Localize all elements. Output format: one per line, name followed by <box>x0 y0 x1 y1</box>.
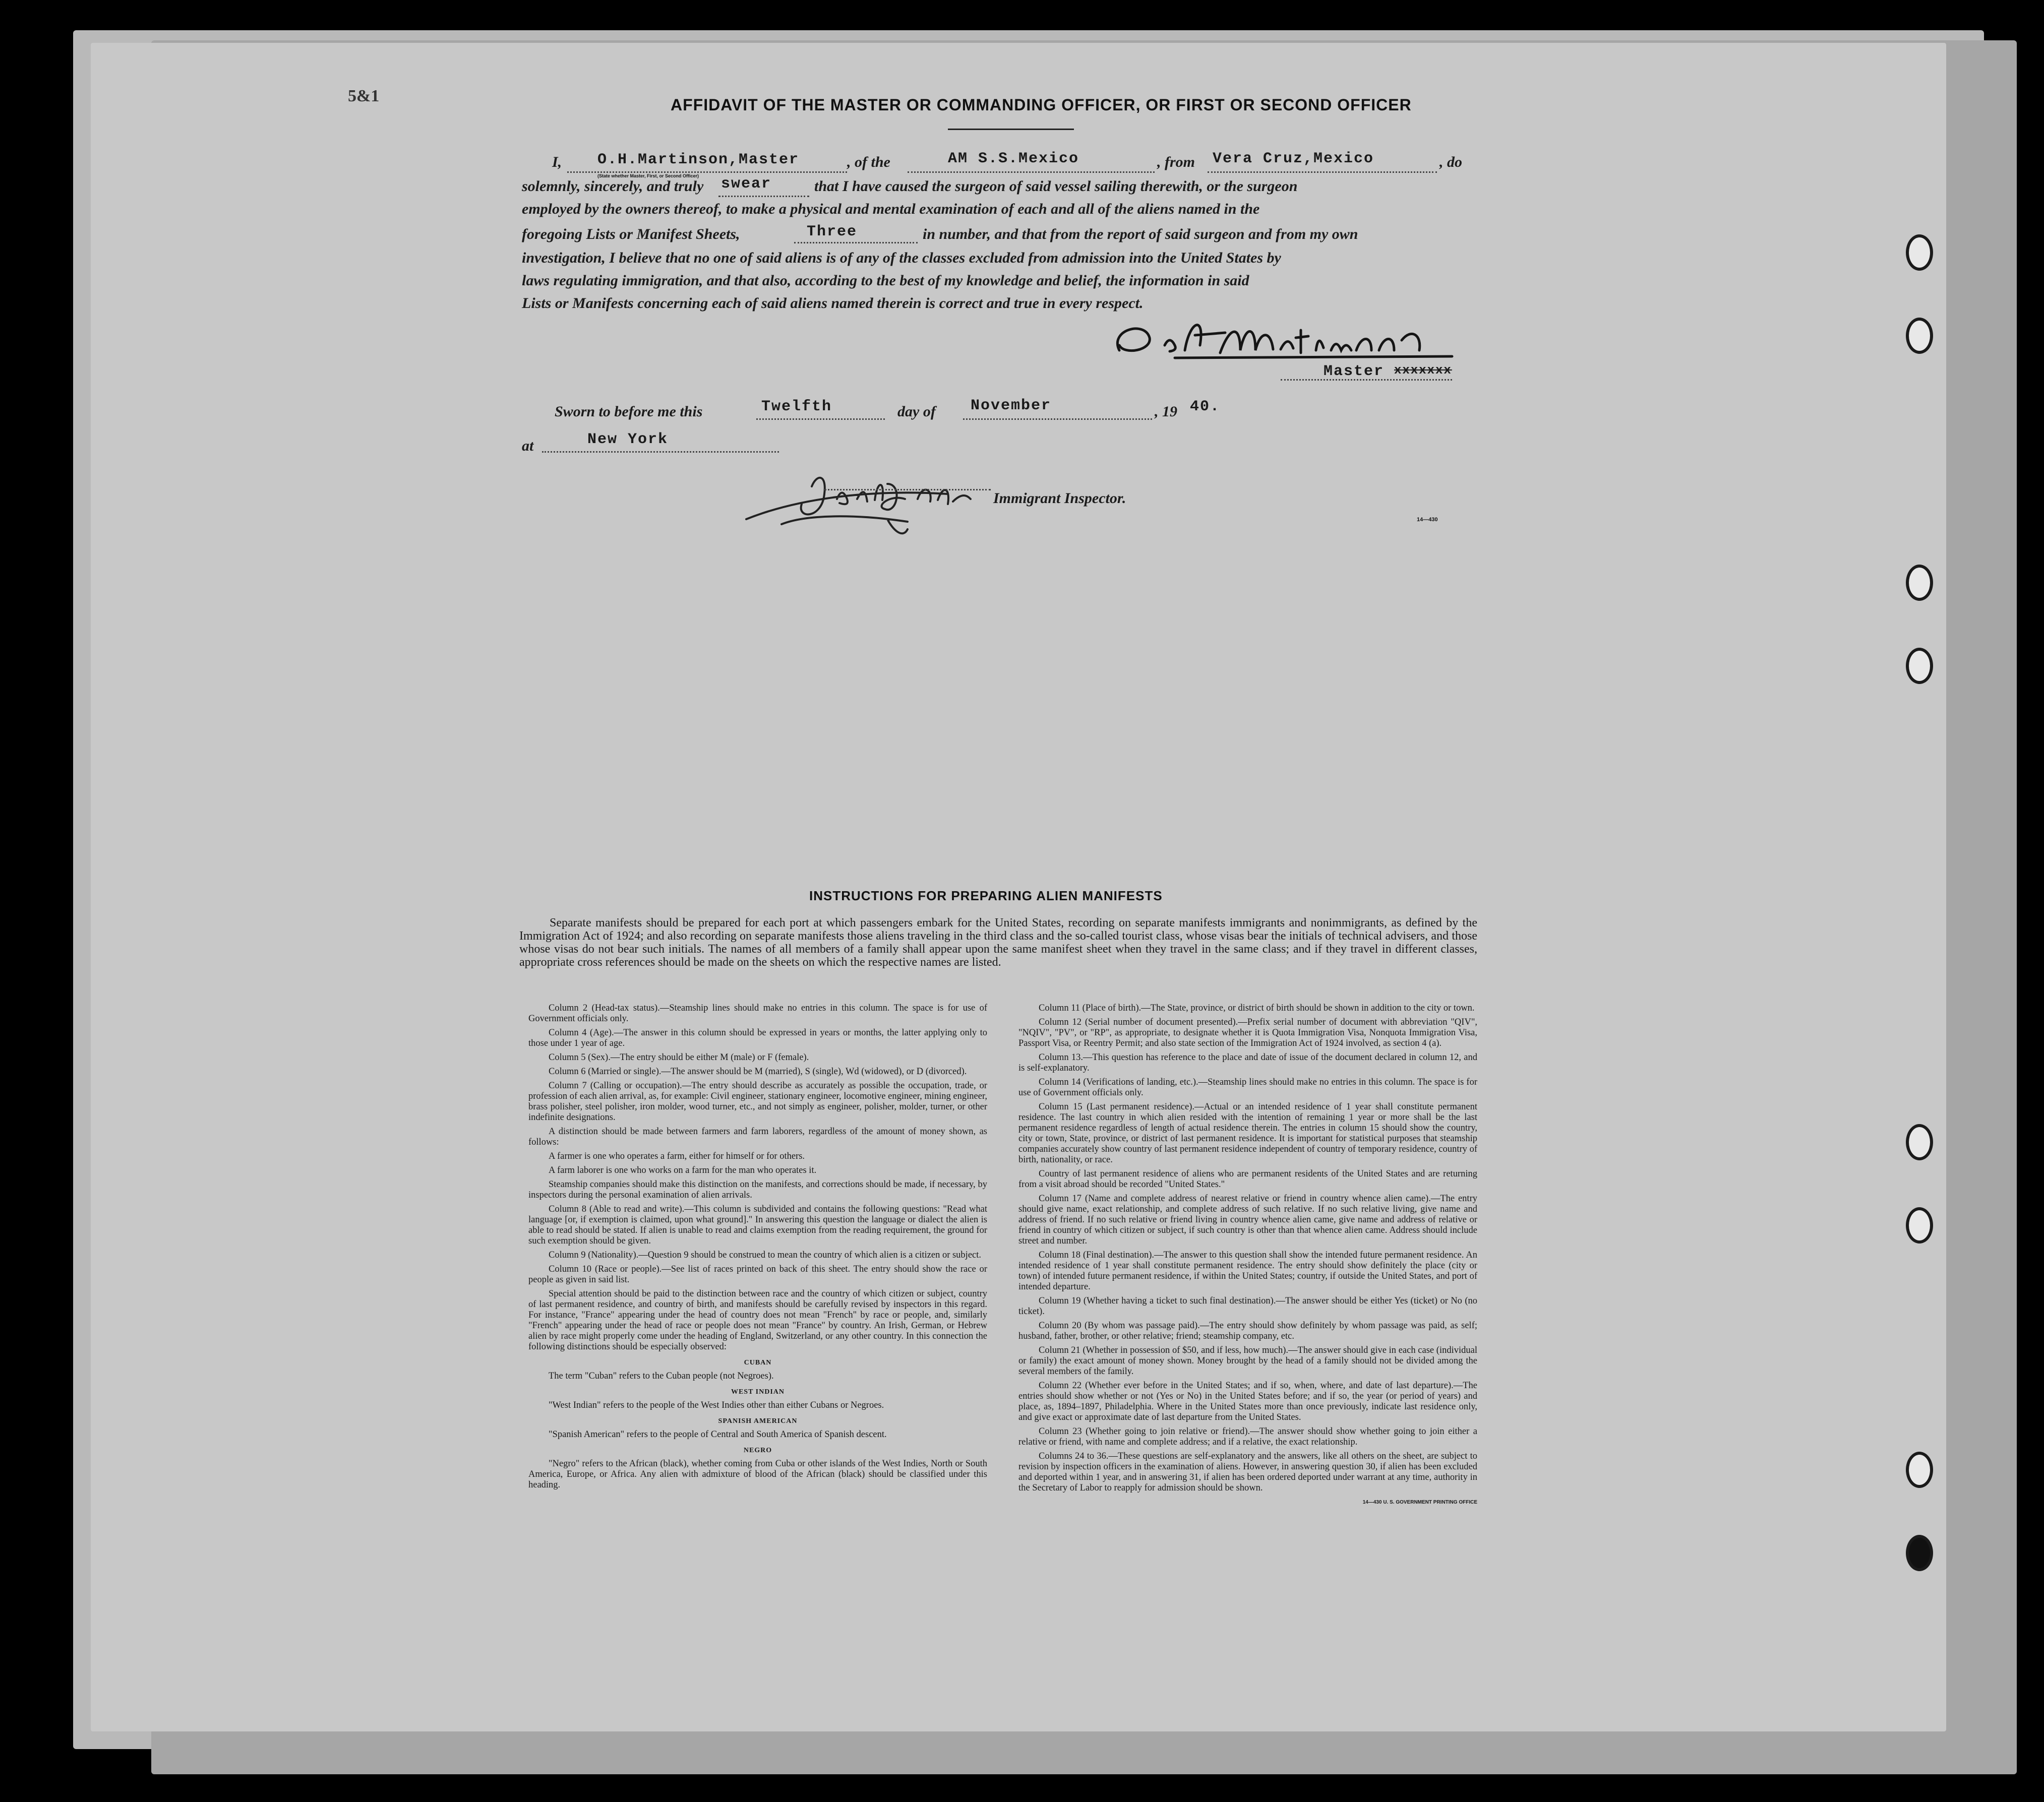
instruction-paragraph: Special attention should be paid to the distinction between race and the country of which citizen or subject, country of last permanent residence, and country of birth, and manifests should be carefully revised by inspectors in this regard. For instance, "France" appearing under the head of country does not mean "French" by race or people, and, similarly "French" appearing under the head of race or people does not mean "France" by country. An Irish, German, or Hebrew alien by race might properly come under the heading of England, Switzerland, or any other country. In this connection the following distinctions should be especially observed: <box>528 1289 987 1352</box>
text-day-of: day of <box>897 403 936 420</box>
instruction-paragraph: Column 8 (Able to read and write).—This column is subdivided and contains the following questions: "Read what language [or, if exemption is claimed, upon what ground]." In answering this question the language or dialect the alien is able to read should be stated. If alien is unable to read and claims exemption from the reading requirement, the ground for such exemption should be given. <box>528 1204 987 1246</box>
text-investigation: investigation, I believe that no one of said aliens is of any of the classes excluded from admission into the United States by <box>522 250 1281 266</box>
inspector-title: Immigrant Inspector. <box>993 490 1126 507</box>
state-note: (State whether Master, First, or Second Officer) <box>597 173 699 178</box>
inspector-field-line <box>824 489 991 490</box>
definition-text: "Spanish American" refers to the people of Central and South America of Spanish descent. <box>549 1430 887 1440</box>
instruction-paragraph: Column 21 (Whether in possession of $50, and if less, how much).—The answer should give in each case (individual or family) the exact amount of money shown. Money brought by the head of a family should not be divided among the several members of the family. <box>1018 1345 1477 1377</box>
port-field: Vera Cruz,Mexico <box>1213 150 1374 167</box>
instruction-paragraph: Column 18 (Final destination).—The answer to this question shall show the intended future permanent residence. An intended residence of 1 year shall constitute permanent residence. The entry should show definitely the place (city or town) of intended future permanent residence, if within the United States; country, if outside the United States, and port of intended departure. <box>1018 1250 1477 1292</box>
left-column <box>528 1003 987 1494</box>
page-number: 5&1 <box>348 87 380 105</box>
count-field-line <box>794 242 918 243</box>
month-field-line <box>963 418 1152 420</box>
instruction-paragraph: Column 13.—This question has reference to the place and date of issue of the document declared in column 12, and is self-explanatory. <box>1018 1052 1477 1073</box>
text-solemnly: solemnly, sincerely, and truly <box>522 178 704 195</box>
instruction-paragraph: Column 9 (Nationality).—Question 9 should be construed to mean the country of which alien is a citizen or subject. <box>549 1250 982 1260</box>
oath-field: swear <box>721 175 772 193</box>
text-i: I, <box>552 154 562 170</box>
text-at: at <box>522 438 534 454</box>
binder-hole-5 <box>1906 1124 1933 1160</box>
right-column <box>1018 1003 1477 1511</box>
text-in-number: in number, and that from the report of said surgeon and from my own <box>923 226 1358 242</box>
printing-footer: 14—430 U. S. GOVERNMENT PRINTING OFFICE <box>1362 1500 1477 1505</box>
sheet-count-field: Three <box>807 223 858 240</box>
port-field-line <box>1208 171 1437 173</box>
instruction-paragraph: Column 12 (Serial number of document presented).—Prefix serial number of document with abbreviation "QIV", "NQIV", "PV", or "RP", as appropriate, to designate whether it is Quota Immigration Visa, Nonquota Immigration Visa, Passport Visa, or Reentry Permit; and also state section of the Immigration Act of 1924 involved, as section 4 (a). <box>1018 1017 1477 1048</box>
title-rule <box>948 129 1074 130</box>
definition-text: The term "Cuban" refers to the Cuban people (not Negroes). <box>549 1371 774 1381</box>
text-do: , do <box>1439 154 1462 170</box>
instruction-paragraph: Columns 24 to 36.—These questions are self-explanatory and the answers, like all others on the sheet, are subject to revision by inspection officers in the examination of aliens. However, in answering question 30, if alien has been excluded and deported within 1 year, and in answering 31, if alien has been ordered deported under warrant at any time, authority in the Secretary of Labor to reapply for admission should be shown. <box>1018 1451 1477 1493</box>
form-number: 14—430 <box>1417 517 1438 523</box>
definition-text: "Negro" refers to the African (black), whether coming from Cuba or other islands of the West Indies, North or South America, Europe, or Africa. Any alien with admixture of blood of the African (black) should be classified under this heading. <box>528 1459 987 1490</box>
binder-hole-8 <box>1906 1535 1933 1571</box>
binder-hole-1 <box>1906 234 1933 271</box>
text-foregoing: foregoing Lists or Manifest Sheets, <box>522 226 740 242</box>
definition-heading: SPANISH AMERICAN <box>718 1417 798 1425</box>
definition-heading: CUBAN <box>744 1359 772 1366</box>
instruction-paragraph: Column 23 (Whether going to join relative or friend).—The answer should show whether going to join either a relative or friend, with name and complete address; and if a relative, the exact relationship. <box>1018 1426 1477 1447</box>
text-employed: employed by the owners thereof, to make a physical and mental examination of each and all of the aliens named in the <box>522 201 1260 217</box>
instruction-paragraph: Steamship companies should make this distinction on the manifests, and corrections should be made, if necessary, by inspectors during the personal examination of alien arrivals. <box>528 1179 987 1200</box>
text-sworn: Sworn to before me this <box>555 403 703 420</box>
instruction-paragraph: A farmer is one who operates a farm, either for himself or for others. <box>549 1151 805 1161</box>
sig-struck: xxxxxxx <box>1394 364 1452 378</box>
sworn-place-field: New York <box>587 431 669 448</box>
instruction-paragraph: Column 14 (Verifications of landing, etc.).—Steamship lines should make no entries in this column. The space is for use of Government officials only. <box>1018 1077 1477 1098</box>
instruction-paragraph: A distinction should be made between farmers and farm laborers, regardless of the amount of money shown, as follows: <box>528 1127 987 1147</box>
sworn-month-field: November <box>971 397 1052 414</box>
instruction-paragraph: Column 15 (Last permanent residence).—Actual or an intended residence of 1 year shall constitute permanent residence. The last country in which alien resided with the intention of remaining 1 year or more shall be the last permanent residence regardless of length of actual residence therein. The entries in column 15 should show the country, city or town, State, province, or district of last permanent residence. It is important for statistical purposes that steamship companies accurately show country of last permanent residence independent of country of temporary residence, country of birth, nationality, or race. <box>1018 1102 1477 1165</box>
text-lists: Lists or Manifests concerning each of said aliens named therein is correct and true in every respect. <box>522 295 1144 312</box>
instruction-paragraph: Column 20 (By whom was passage paid).—The entry should show definitely by whom passage was paid, as self; husband, father, brother, or other relative; friend; steamship company, etc. <box>1018 1321 1477 1341</box>
instruction-paragraph: Column 19 (Whether having a ticket to such final destination).—The answer should be either Yes (ticket) or No (no ticket). <box>1018 1296 1477 1317</box>
instructions-intro: Separate manifests should be prepared for each port at which passengers embark for the United States, recording on separate manifests immigrants and nonimmigrants, as defined by the Immigration Act of 1924; and also recording on separate manifests those aliens traveling in the third class and the so-called tourist class, whose visas bear the initials of technical advisers, and those whose visas do not bear such initials. The names of all members of a family shall appear upon the same manifest sheet when they travel in the same class; and if they travel in different classes, appropriate cross references should be made on the sheets on which the respective names are listed. <box>519 916 1477 969</box>
definition-heading: WEST INDIAN <box>731 1388 785 1396</box>
text-surgeon: that I have caused the surgeon of said vessel sailing therewith, or the surgeon <box>814 178 1298 195</box>
binder-hole-7 <box>1906 1452 1933 1488</box>
instruction-paragraph: Country of last permanent residence of aliens who are permanent residents of the United States and are returning from a visit abroad should be recorded "United States." <box>1018 1169 1477 1190</box>
oath-field-line <box>718 196 809 197</box>
binder-hole-4 <box>1906 648 1933 684</box>
place-field-line <box>542 451 779 453</box>
binder-hole-6 <box>1906 1207 1933 1244</box>
instruction-paragraph: Column 22 (Whether ever before in the United States; and if so, when, where, and date of last departure).—The entries should show whether or not (Yes or No) in the United States before; and if so, the year (or period of years) and place, as, 1894–1897, Philadelphia. Where in the United States more than once previously, indicate last residence only, and give exact or approximate date of last departure from the United States. <box>1018 1381 1477 1422</box>
instruction-paragraph: Column 2 (Head-tax status).—Steamship lines should make no entries in this column. The space is for use of Government officials only. <box>528 1003 987 1024</box>
text-laws: laws regulating immigration, and that also, according to the best of my knowledge and belief, the information in said <box>522 272 1249 289</box>
instruction-paragraph: Column 4 (Age).—The answer in this column should be expressed in years or months, the latter applying only to those under 1 year of age. <box>528 1028 987 1048</box>
instruction-paragraph: Column 6 (Married or single).—The answer should be M (married), S (single), Wd (widowed), or D (divorced). <box>549 1067 967 1077</box>
instruction-paragraph: Column 17 (Name and complete address of nearest relative or friend in country whence alien came).—The entry should give name, exact relationship, and complete address of such relative. If no such relative living, give name and address of friend. If no such relative or friend living in country whence alien came, give name and address of relative or friend in country of which citizen or subject, if such country is other than that whence alien came. Address should include street and number. <box>1018 1194 1477 1246</box>
master-name-field: O.H.Martinson,Master <box>597 151 800 168</box>
sig-title: Master <box>1324 363 1385 380</box>
text-from: , from <box>1157 154 1195 170</box>
binder-hole-2 <box>1906 318 1933 354</box>
inspector-signature <box>736 464 1018 539</box>
name-field-line <box>567 171 847 173</box>
instruction-paragraph: A farm laborer is one who works on a farm for the man who operates it. <box>549 1165 817 1175</box>
text-of-the: , of the <box>847 154 890 170</box>
sworn-year-field: 40. <box>1190 398 1221 415</box>
instruction-paragraph: Column 5 (Sex).—The entry should be either M (male) or F (female). <box>549 1052 809 1063</box>
vessel-field: AM S.S.Mexico <box>948 150 1079 167</box>
affidavit-title: AFFIDAVIT OF THE MASTER OR COMMANDING OFFICER, OR FIRST OR SECOND OFFICER <box>671 96 1412 114</box>
definition-heading: NEGRO <box>743 1447 772 1454</box>
instruction-paragraph: Column 11 (Place of birth).—The State, province, or district of birth should be shown in addition to the city or town. <box>1039 1003 1475 1013</box>
binder-hole-3 <box>1906 565 1933 601</box>
text-19: , 19 <box>1155 403 1177 420</box>
sworn-day-field: Twelfth <box>761 398 832 415</box>
instructions-title: INSTRUCTIONS FOR PREPARING ALIEN MANIFESTS <box>809 888 1163 903</box>
vessel-field-line <box>908 171 1155 173</box>
instruction-paragraph: Column 10 (Race or people).—See list of races printed on back of this sheet. The entry should show the race or people as given in said list. <box>528 1264 987 1285</box>
master-signature <box>1104 310 1457 365</box>
instruction-paragraph: Column 7 (Calling or occupation).—The entry should describe as accurately as possible the occupation, trade, or profession of each alien arrival, as, for example: Civil engineer, stationary engineer, locomotive engineer, mining engineer, brass polisher, steel polisher, iron molder, wood turner, etc., and not simply as engineer, polisher, molder, turner, or other indefinite designations. <box>528 1081 987 1123</box>
definition-text: "West Indian" refers to the people of the West Indies other than either Cubans or Negroes. <box>549 1400 884 1410</box>
day-field-line <box>756 418 885 420</box>
